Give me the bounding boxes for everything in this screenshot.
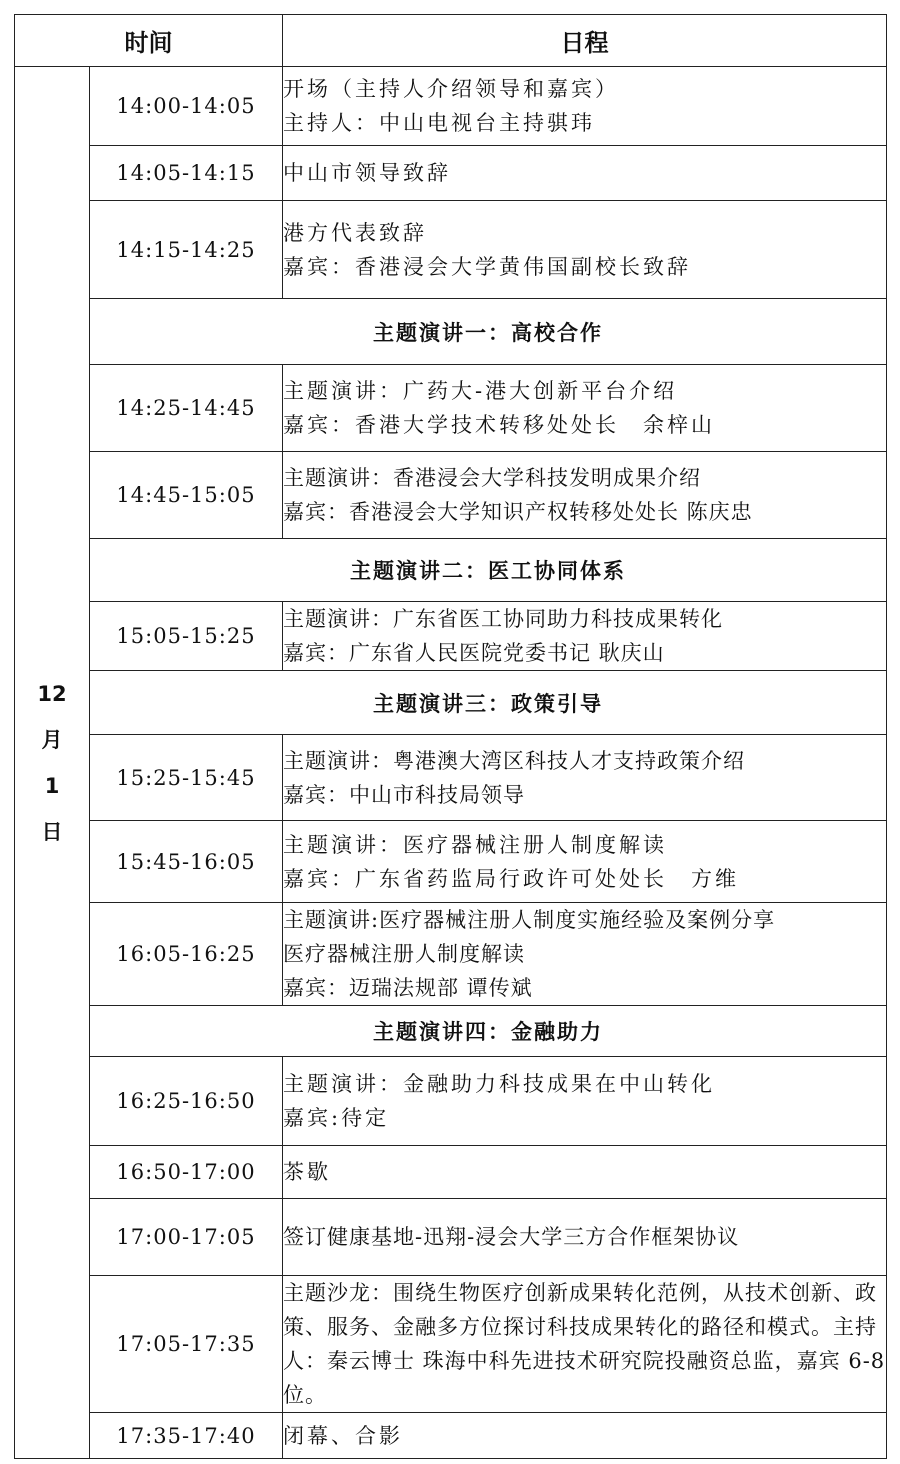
schedule-row xyxy=(15,67,887,146)
program-line: 嘉宾：广东省药监局行政许可处处长 方维 xyxy=(283,866,739,891)
section-heading: 主题演讲一：高校合作 xyxy=(90,299,887,365)
program-cell xyxy=(283,146,887,201)
time-cell: 14:25-14:45 xyxy=(90,365,283,452)
schedule-row xyxy=(15,1413,887,1459)
schedule-row xyxy=(15,602,887,671)
program-cell xyxy=(283,1057,887,1146)
program-line: 嘉宾：中山市科技局领导 xyxy=(283,782,525,807)
schedule-row xyxy=(15,365,887,452)
section-row xyxy=(15,671,887,735)
date-date-number: 1 xyxy=(44,773,60,798)
schedule-row xyxy=(15,821,887,903)
program-cell xyxy=(283,67,887,146)
time-cell: 17:35-17:40 xyxy=(90,1413,283,1459)
program-cell xyxy=(283,1199,887,1276)
program-cell xyxy=(283,365,887,452)
program-line: 嘉宾：广东省人民医院党委书记 耿庆山 xyxy=(283,641,665,665)
program-line: 嘉宾：香港浸会大学黄伟国副校长致辞 xyxy=(283,254,691,279)
time-cell: 14:45-15:05 xyxy=(90,452,283,539)
time-cell: 15:45-16:05 xyxy=(90,821,283,903)
section-heading: 主题演讲四：金融助力 xyxy=(90,1006,887,1057)
program-cell xyxy=(283,735,887,821)
program-line: 嘉宾：香港大学技术转移处处长 余梓山 xyxy=(283,413,715,437)
program-line: 闭幕、合影 xyxy=(283,1423,403,1448)
header-row xyxy=(15,15,887,67)
date-day-char: 日 xyxy=(41,819,63,844)
program-cell xyxy=(283,821,887,903)
schedule-row xyxy=(15,735,887,821)
program-cell xyxy=(283,1276,887,1413)
time-cell: 14:05-14:15 xyxy=(90,146,283,201)
date-day-number: 12 xyxy=(37,681,67,706)
schedule-row xyxy=(15,452,887,539)
date-month-char: 月 xyxy=(41,727,63,752)
date-cell xyxy=(15,67,90,1459)
section-row xyxy=(15,1006,887,1057)
program-cell xyxy=(283,602,887,671)
program-line: 主题演讲：医疗器械注册人制度解读 xyxy=(283,832,667,857)
program-cell xyxy=(283,452,887,539)
section-row xyxy=(15,539,887,602)
schedule-row xyxy=(15,903,887,1006)
time-column-header: 时间 xyxy=(15,15,283,67)
program-line: 主题演讲：广东省医工协同助力科技成果转化 xyxy=(283,607,723,631)
program-line: 主题演讲:医疗器械注册人制度实施经验及案例分享 xyxy=(283,908,776,932)
program-line: 医疗器械注册人制度解读 xyxy=(283,942,525,966)
time-cell: 16:25-16:50 xyxy=(90,1057,283,1146)
schedule-row xyxy=(15,1276,887,1413)
program-line: 主题演讲：粤港澳大湾区科技人才支持政策介绍 xyxy=(283,748,745,773)
program-line: 主题演讲：香港浸会大学科技发明成果介绍 xyxy=(283,466,701,490)
program-line: 主题演讲：金融助力科技成果在中山转化 xyxy=(283,1072,715,1096)
program-cell xyxy=(283,201,887,299)
schedule-row xyxy=(15,201,887,299)
schedule-column-header: 日程 xyxy=(283,15,887,67)
program-line: 中山市领导致辞 xyxy=(283,161,451,185)
program-line: 主题演讲：广药大-港大创新平台介绍 xyxy=(283,379,678,403)
section-row xyxy=(15,299,887,365)
time-cell: 14:15-14:25 xyxy=(90,201,283,299)
time-cell: 15:25-15:45 xyxy=(90,735,283,821)
program-line: 主持人：中山电视台主持骐玮 xyxy=(283,111,595,135)
time-cell: 16:50-17:00 xyxy=(90,1146,283,1199)
program-line: 嘉宾:待定 xyxy=(283,1106,390,1130)
time-cell: 17:05-17:35 xyxy=(90,1276,283,1413)
section-heading: 主题演讲三：政策引导 xyxy=(90,671,887,735)
program-cell xyxy=(283,1146,887,1199)
program-line: 茶歇 xyxy=(283,1160,331,1184)
program-line: 港方代表致辞 xyxy=(283,220,427,245)
section-heading: 主题演讲二：医工协同体系 xyxy=(90,539,887,602)
program-cell xyxy=(283,1413,887,1459)
schedule-row xyxy=(15,1146,887,1199)
schedule-row xyxy=(15,1057,887,1146)
time-cell: 15:05-15:25 xyxy=(90,602,283,671)
time-cell: 17:00-17:05 xyxy=(90,1199,283,1276)
program-line: 嘉宾：迈瑞法规部 谭传斌 xyxy=(283,976,533,1000)
program-line: 嘉宾：香港浸会大学知识产权转移处处长 陈庆忠 xyxy=(283,500,753,524)
program-cell xyxy=(283,903,887,1006)
program-paragraph: 主题沙龙：围绕生物医疗创新成果转化范例，从技术创新、政策、服务、金融多方位探讨科技成果转化的路径和模式。主持人：秦云博士 珠海中科先进技术研究院投融资总监，嘉宾 6-8 位。 xyxy=(283,1281,886,1407)
schedule-row xyxy=(15,1199,887,1276)
agenda-table xyxy=(14,14,887,1459)
time-cell: 14:00-14:05 xyxy=(90,67,283,146)
agenda-body xyxy=(15,67,887,1459)
program-line: 开场（主持人介绍领导和嘉宾） xyxy=(283,77,619,101)
schedule-row xyxy=(15,146,887,201)
time-cell: 16:05-16:25 xyxy=(90,903,283,1006)
program-line: 签订健康基地-迅翔-浸会大学三方合作框架协议 xyxy=(283,1225,740,1249)
